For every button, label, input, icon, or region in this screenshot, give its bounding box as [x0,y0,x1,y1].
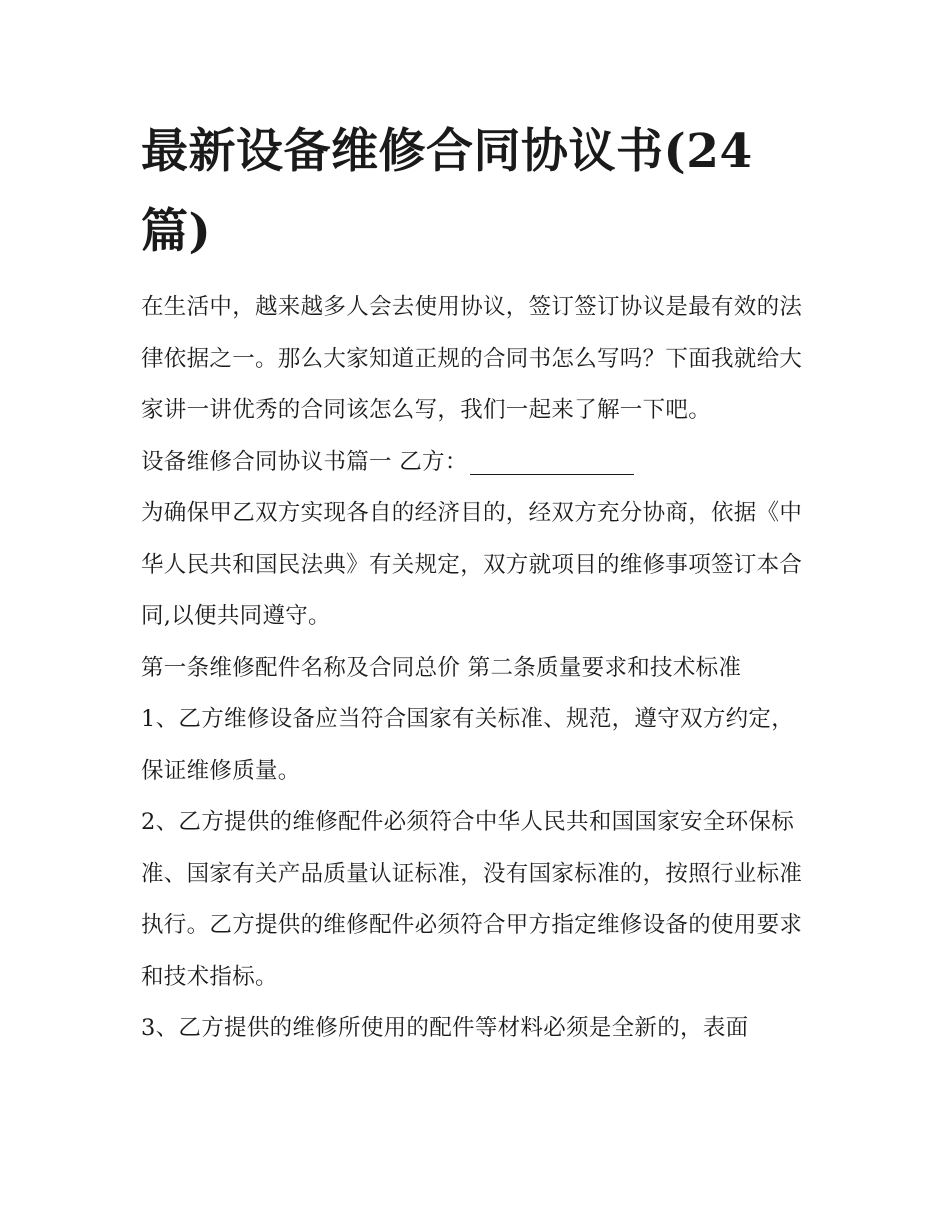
document-title: 最新设备维修合同协议书(24篇) [141,124,753,259]
clause-item-2: 2、乙方提供的维修配件必须符合中华人民共和国国家安全环保标准、国家有关产品质量认证标准，没有国家标准的，按照行业标准执行。乙方提供的维修配件必须符合甲方指定维修设备的使用要求和技术指标。 [141,809,803,990]
document-page [141,112,811,1055]
section-heading-line [141,437,811,489]
articles-line: 第一条维修配件名称及合同总价 第二条质量要求和技术标准 [141,654,742,681]
clause-item-1: 1、乙方维修设备应当符合国家有关标准、规范，遵守双方约定，保证维修质量。 [141,706,795,784]
intro-paragraph: 在生活中，越来越多人会去使用协议，签订签订协议是最有效的法律依据之一。那么大家知道正规的合同书怎么写吗？下面我就给大家讲一讲优秀的合同该怎么写，我们一起来了解一下吧。 [141,294,803,423]
clause-item-3: 3、乙方提供的维修所使用的配件等材料必须是全新的，表面 [141,1015,749,1041]
purpose-paragraph: 为确保甲乙双方实现各自的经济目的，经双方充分协商，依据《中华人民共和国民法典》有关规定，双方就项目的维修事项签订本合同,以便共同遵守。 [141,500,803,629]
section-heading: 设备维修合同协议书篇一 乙方： [141,448,468,475]
party-b-blank-line [470,444,634,475]
